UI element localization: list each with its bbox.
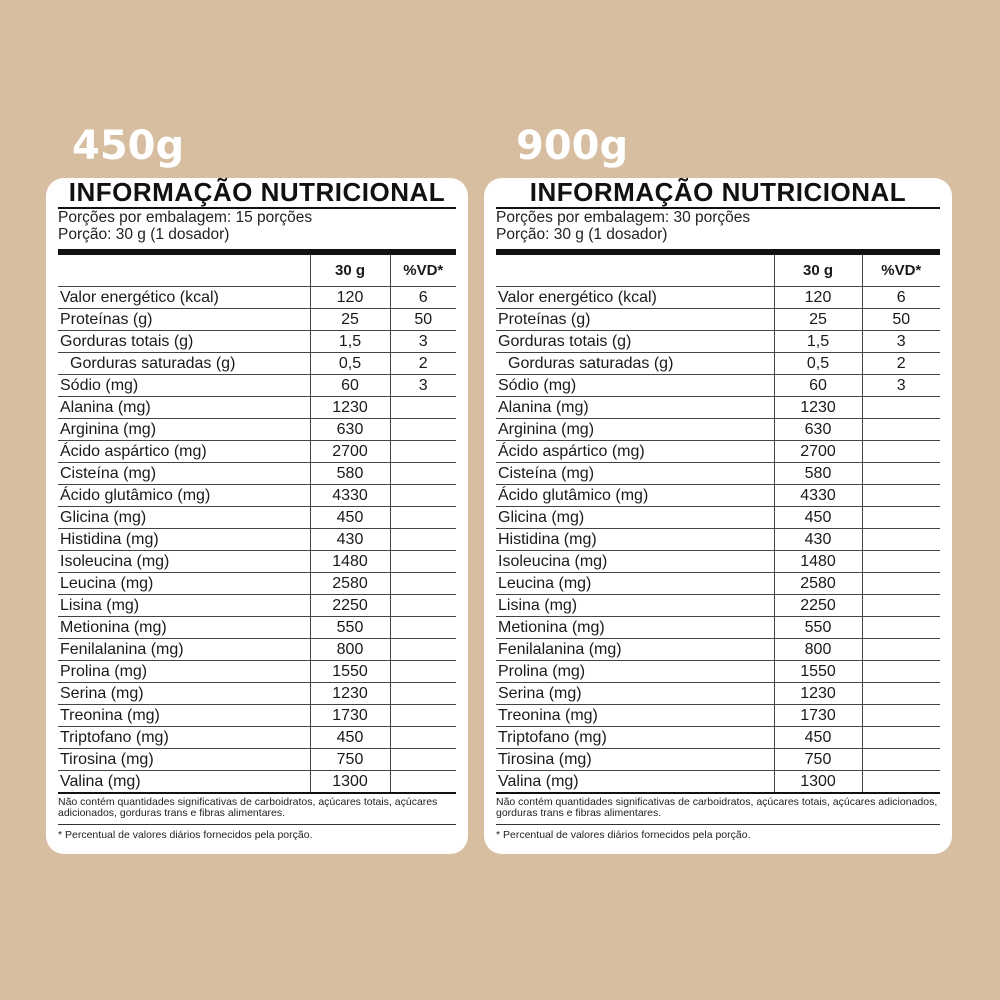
nutrient-value: 1480 [310,550,390,572]
nutrient-name: Lisina (mg) [58,594,310,616]
nutrient-value: 1550 [774,660,862,682]
nutrient-name: Sódio (mg) [496,374,774,396]
nutrient-vd [390,418,456,440]
nutrient-vd [390,660,456,682]
nutrient-row [58,682,456,704]
nutrient-value: 550 [310,616,390,638]
nutrient-name: Valina (mg) [496,770,774,793]
nutrient-row [496,352,940,374]
nutrient-value: 800 [310,638,390,660]
nutrient-name: Serina (mg) [496,682,774,704]
nutrient-row [496,484,940,506]
nutrient-vd: 3 [862,374,940,396]
nutrient-vd [390,704,456,726]
nutrient-value: 1550 [310,660,390,682]
nutrient-value: 430 [774,528,862,550]
nutrient-row [496,396,940,418]
nutrient-value: 60 [774,374,862,396]
nutrient-vd: 6 [862,286,940,308]
nutrient-value: 1480 [774,550,862,572]
footnote: Não contém quantidades significativas de carboidratos, açúcares totais, açúcares adicionados, gorduras trans e fibras alimentares. [496,795,938,819]
nutrient-row [58,528,456,550]
nutrient-vd [390,748,456,770]
nutrient-vd [390,726,456,748]
nutrient-name: Triptofano (mg) [496,726,774,748]
nutrient-row [496,374,940,396]
nutrient-name: Proteínas (g) [496,308,774,330]
nutrient-vd [390,616,456,638]
nutrient-vd [862,682,940,704]
nutrient-vd [390,770,456,793]
nutrient-name: Serina (mg) [58,682,310,704]
nutrient-row [58,462,456,484]
nutrition-panel-900g [484,178,952,854]
nutrient-name: Gorduras totais (g) [58,330,310,352]
nutrition-table [58,255,456,794]
vd-note: * Percentual de valores diários fornecidos pela porção. [58,824,456,841]
nutrient-value: 750 [774,748,862,770]
nutrient-row [58,550,456,572]
nutrient-name: Cisteína (mg) [496,462,774,484]
nutrient-name: Isoleucina (mg) [496,550,774,572]
nutrient-name: Proteínas (g) [58,308,310,330]
nutrient-name: Arginina (mg) [496,418,774,440]
nutrient-row [496,704,940,726]
nutrient-row [58,418,456,440]
nutrient-value: 1730 [774,704,862,726]
nutrient-vd [390,550,456,572]
nutrient-vd: 3 [390,374,456,396]
nutrient-row [58,330,456,352]
nutrient-vd [390,506,456,528]
column-header-serving: 30 g [310,255,390,286]
nutrient-name: Sódio (mg) [58,374,310,396]
nutrient-vd [390,682,456,704]
nutrient-row [496,286,940,308]
nutrient-vd [862,528,940,550]
nutrient-value: 0,5 [774,352,862,374]
nutrient-value: 2250 [310,594,390,616]
nutrient-name: Glicina (mg) [58,506,310,528]
nutrient-name: Ácido aspártico (mg) [58,440,310,462]
nutrient-vd [862,506,940,528]
column-header-vd: %VD* [390,255,456,286]
nutrient-value: 25 [774,308,862,330]
nutrient-vd: 50 [862,308,940,330]
nutrient-name: Treonina (mg) [58,704,310,726]
nutrient-vd: 3 [390,330,456,352]
nutrient-row [496,660,940,682]
nutrient-row [496,462,940,484]
table-header-row [496,255,940,286]
nutrient-value: 1300 [310,770,390,793]
nutrient-row [58,374,456,396]
nutrient-value: 0,5 [310,352,390,374]
column-header-serving: 30 g [774,255,862,286]
nutrient-name: Lisina (mg) [496,594,774,616]
nutrient-row [496,330,940,352]
nutrient-name: Tirosina (mg) [58,748,310,770]
nutrient-name: Valor energético (kcal) [58,286,310,308]
nutrient-vd [862,396,940,418]
nutrient-name: Alanina (mg) [58,396,310,418]
size-label-450g: 450g [72,123,185,169]
nutrient-row [58,616,456,638]
nutrient-row [58,506,456,528]
nutrient-row [58,484,456,506]
nutrient-name: Gorduras saturadas (g) [496,352,774,374]
nutrient-row [58,638,456,660]
nutrient-row [58,748,456,770]
nutrient-name: Gorduras totais (g) [496,330,774,352]
nutrient-vd [862,572,940,594]
serving-size: Porção: 30 g (1 dosador) [496,226,668,243]
nutrient-row [58,440,456,462]
nutrient-name: Triptofano (mg) [58,726,310,748]
nutrient-vd [390,638,456,660]
nutrient-row [58,704,456,726]
nutrient-vd [862,638,940,660]
nutrient-vd: 3 [862,330,940,352]
nutrient-vd: 6 [390,286,456,308]
nutrient-row [496,528,940,550]
nutrient-row [496,506,940,528]
nutrient-name: Histidina (mg) [496,528,774,550]
nutrient-value: 120 [774,286,862,308]
nutrient-row [58,352,456,374]
nutrient-name: Gorduras saturadas (g) [58,352,310,374]
nutrient-value: 25 [310,308,390,330]
nutrient-value: 120 [310,286,390,308]
nutrient-row [496,726,940,748]
nutrient-row [496,682,940,704]
nutrient-name: Cisteína (mg) [58,462,310,484]
nutrient-value: 450 [774,506,862,528]
nutrient-value: 450 [310,506,390,528]
nutrient-row [58,396,456,418]
nutrient-name: Metionina (mg) [496,616,774,638]
nutrient-vd: 50 [390,308,456,330]
nutrient-vd [862,770,940,793]
nutrient-vd: 2 [862,352,940,374]
nutrient-vd [390,572,456,594]
nutrient-value: 4330 [310,484,390,506]
nutrient-vd [862,484,940,506]
nutrient-name: Metionina (mg) [58,616,310,638]
nutrient-vd: 2 [390,352,456,374]
portions-per-package: Porções por embalagem: 30 porções [496,209,751,226]
nutrient-name: Alanina (mg) [496,396,774,418]
nutrient-value: 4330 [774,484,862,506]
footnote: Não contém quantidades significativas de carboidratos, açúcares totais, açúcares adicionados, gorduras trans e fibras alimentares. [58,795,438,819]
nutrient-vd [390,396,456,418]
nutrient-value: 1230 [774,682,862,704]
nutrient-value: 800 [774,638,862,660]
nutrient-vd [862,616,940,638]
nutrient-row [58,308,456,330]
table-header-row [58,255,456,286]
nutrient-name: Ácido glutâmico (mg) [58,484,310,506]
serving-size: Porção: 30 g (1 dosador) [58,226,230,243]
nutrient-row [496,616,940,638]
nutrient-vd [390,484,456,506]
nutrient-value: 580 [774,462,862,484]
nutrient-row [496,770,940,793]
nutrient-vd [862,462,940,484]
nutrient-row [496,748,940,770]
nutrient-vd [862,550,940,572]
nutrient-value: 550 [774,616,862,638]
nutrient-row [496,418,940,440]
nutrient-row [58,594,456,616]
nutrient-vd [390,462,456,484]
nutrient-vd [862,748,940,770]
nutrient-vd [862,726,940,748]
nutrient-row [496,572,940,594]
nutrient-vd [390,594,456,616]
nutrient-value: 1230 [774,396,862,418]
nutrient-row [58,286,456,308]
nutrient-value: 630 [310,418,390,440]
nutrient-row [58,660,456,682]
nutrient-row [496,440,940,462]
nutrient-value: 1230 [310,682,390,704]
nutrient-value: 630 [774,418,862,440]
nutrient-row [58,572,456,594]
nutrient-name: Fenilalanina (mg) [496,638,774,660]
size-label-900g: 900g [516,123,629,169]
nutrient-value: 2250 [774,594,862,616]
nutrient-name: Ácido aspártico (mg) [496,440,774,462]
nutrient-vd [390,440,456,462]
portions-per-package: Porções por embalagem: 15 porções [58,209,313,226]
panel-title: INFORMAÇÃO NUTRICIONAL [496,177,940,209]
nutrient-value: 450 [774,726,862,748]
nutrient-name: Tirosina (mg) [496,748,774,770]
nutrient-name: Glicina (mg) [496,506,774,528]
nutrient-name: Valina (mg) [58,770,310,793]
nutrient-name: Ácido glutâmico (mg) [496,484,774,506]
vd-note: * Percentual de valores diários fornecidos pela porção. [496,824,940,841]
nutrient-vd [862,660,940,682]
nutrient-name: Prolina (mg) [496,660,774,682]
nutrient-value: 2700 [310,440,390,462]
nutrient-vd [862,594,940,616]
nutrient-row [496,594,940,616]
nutrient-name: Valor energético (kcal) [496,286,774,308]
column-header-vd: %VD* [862,255,940,286]
nutrition-panel-450g [46,178,468,854]
nutrient-row [58,770,456,793]
nutrient-name: Arginina (mg) [58,418,310,440]
nutrient-value: 2700 [774,440,862,462]
nutrient-vd [862,704,940,726]
nutrient-value: 580 [310,462,390,484]
nutrient-name: Treonina (mg) [496,704,774,726]
panel-title: INFORMAÇÃO NUTRICIONAL [58,177,456,209]
nutrient-value: 1730 [310,704,390,726]
nutrient-name: Leucina (mg) [496,572,774,594]
nutrient-value: 60 [310,374,390,396]
nutrient-value: 450 [310,726,390,748]
nutrient-row [496,308,940,330]
nutrient-row [496,638,940,660]
nutrient-row [58,726,456,748]
nutrient-vd [862,440,940,462]
nutrient-name: Fenilalanina (mg) [58,638,310,660]
nutrient-vd [862,418,940,440]
nutrient-name: Leucina (mg) [58,572,310,594]
nutrient-name: Prolina (mg) [58,660,310,682]
nutrient-value: 750 [310,748,390,770]
nutrient-value: 1,5 [774,330,862,352]
nutrient-value: 2580 [774,572,862,594]
nutrient-name: Isoleucina (mg) [58,550,310,572]
nutrient-row [496,550,940,572]
nutrient-value: 1,5 [310,330,390,352]
nutrition-table [496,255,940,794]
nutrient-vd [390,528,456,550]
nutrient-value: 1230 [310,396,390,418]
nutrient-value: 2580 [310,572,390,594]
nutrient-name: Histidina (mg) [58,528,310,550]
nutrient-value: 430 [310,528,390,550]
nutrient-value: 1300 [774,770,862,793]
